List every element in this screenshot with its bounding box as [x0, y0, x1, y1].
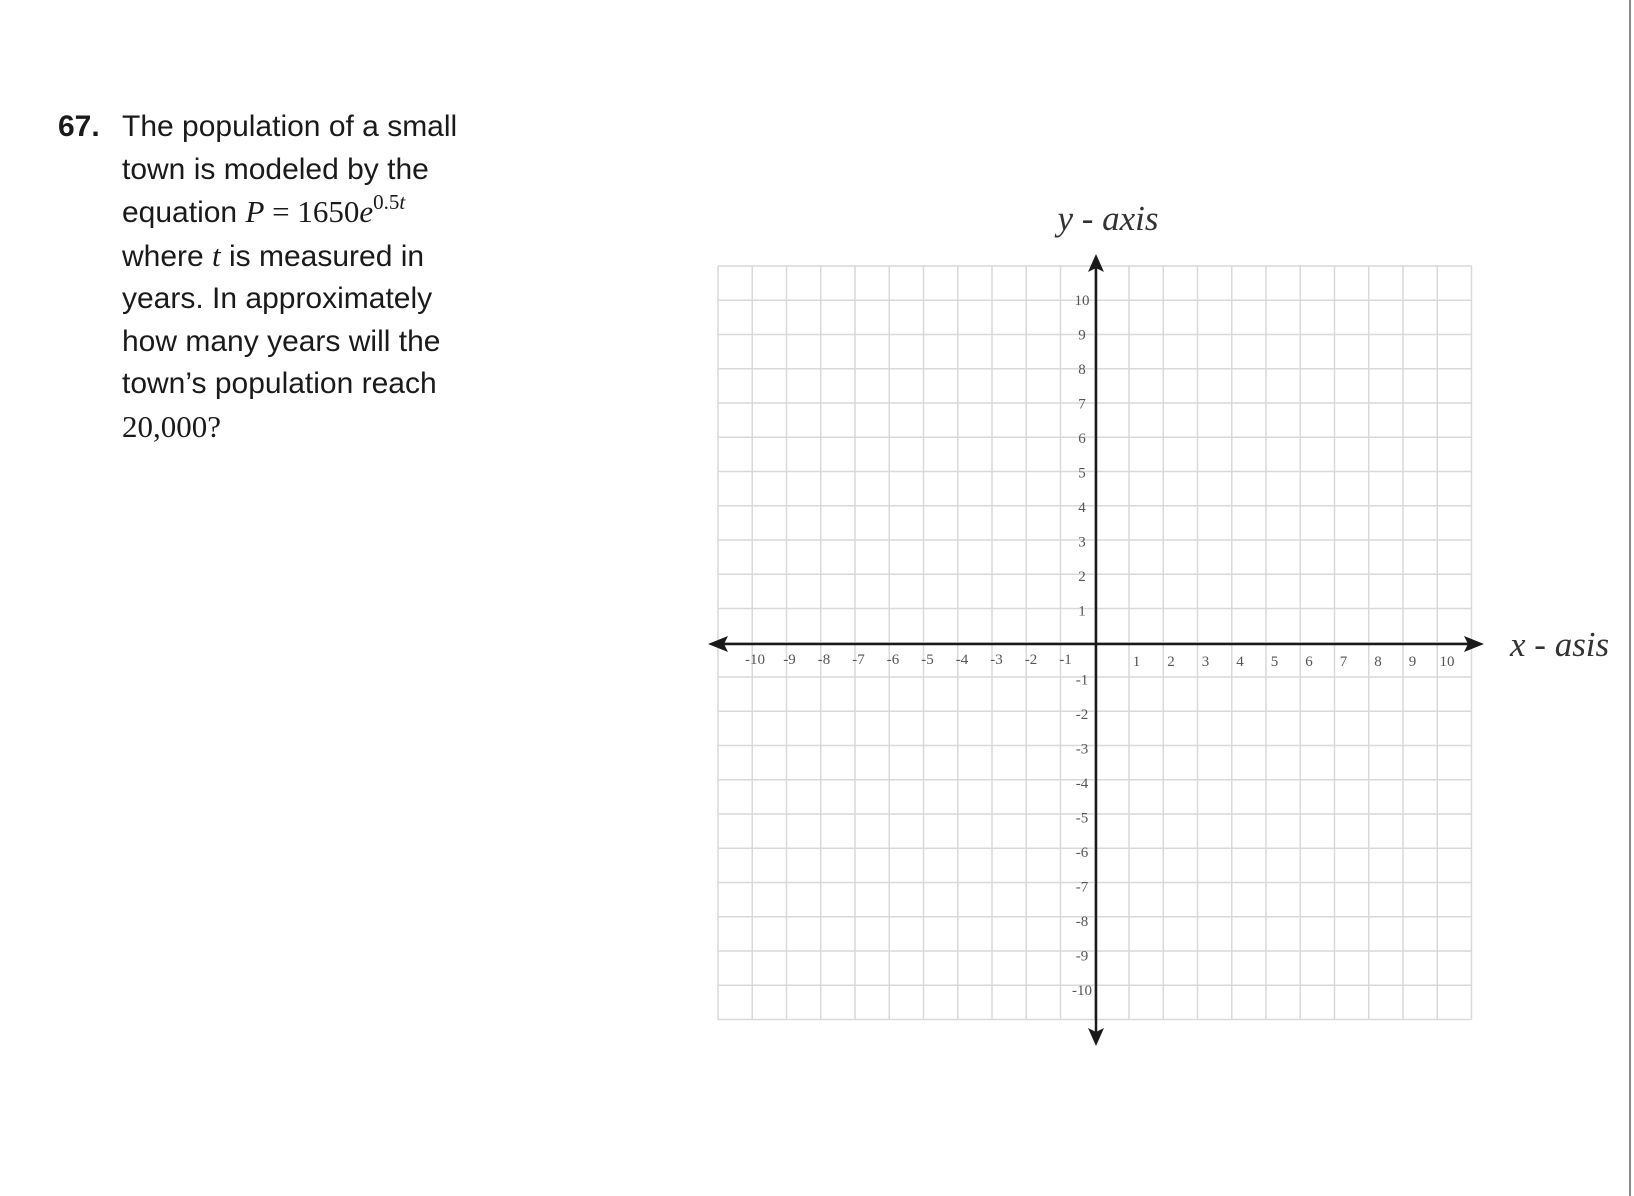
- x-tick-label: 2: [1167, 654, 1175, 670]
- equation-variable-p: P: [245, 194, 265, 229]
- y-tick-label: 9: [1078, 327, 1086, 344]
- problem-line-2: town is modeled by the: [122, 152, 429, 186]
- tick-labels: [745, 293, 1455, 999]
- x-tick-label: -9: [783, 652, 796, 668]
- y-tick-label: -9: [1075, 948, 1089, 965]
- x-tick-label: -5: [921, 652, 934, 668]
- problem-number: 67.: [58, 110, 100, 143]
- line4-prefix: where: [122, 239, 213, 273]
- y-tick-label: 1: [1078, 603, 1086, 620]
- y-tick-label: -8: [1075, 914, 1089, 930]
- y-tick-label: -10: [1072, 983, 1092, 999]
- x-tick-label: -6: [886, 652, 900, 668]
- x-axis-title: x - asis: [1510, 625, 1610, 664]
- y-tick-label: 10: [1074, 293, 1090, 309]
- x-tick-label: 1: [1132, 654, 1141, 670]
- axes: [708, 254, 1484, 1046]
- y-tick-label: 5: [1078, 465, 1086, 482]
- y-tick-label: -7: [1075, 879, 1089, 896]
- x-tick-label: 4: [1236, 654, 1244, 670]
- problem-line-7: town’s population reach: [122, 367, 437, 400]
- line4-suffix: is measured in: [220, 239, 425, 273]
- equation-base: e: [359, 194, 374, 229]
- problem-line-6: how many years will the: [122, 324, 441, 358]
- y-tick-label: -1: [1075, 672, 1089, 689]
- x-tick-label: 10: [1439, 654, 1455, 670]
- y-tick-label: 2: [1078, 569, 1086, 585]
- exponent-number: 0.5: [373, 190, 400, 214]
- y-tick-label: 7: [1078, 396, 1086, 413]
- y-tick-label: -3: [1075, 741, 1089, 758]
- x-tick-label: -8: [817, 652, 831, 668]
- y-tick-label: -2: [1075, 707, 1089, 723]
- x-tick-label: 9: [1408, 654, 1417, 670]
- y-tick-label: 3: [1078, 534, 1086, 551]
- x-tick-label: 3: [1201, 654, 1210, 670]
- equation-equals: =: [264, 194, 298, 229]
- equation-coefficient: 1650: [297, 194, 360, 229]
- x-tick-label: -3: [990, 652, 1003, 668]
- y-axis-title: y - axis: [1057, 199, 1159, 238]
- x-tick-label: -4: [955, 652, 969, 668]
- equation-prefix: equation: [122, 196, 246, 229]
- x-tick-label: 5: [1270, 654, 1279, 670]
- x-tick-label: -2: [1024, 652, 1038, 668]
- exponent-variable: t: [399, 190, 406, 214]
- problem-line-8: 20,000?: [122, 408, 222, 444]
- x-tick-label: 7: [1339, 654, 1348, 670]
- y-tick-label: 6: [1078, 431, 1086, 447]
- x-tick-label: -1: [1059, 652, 1072, 668]
- problem-line-5: years. In approximately: [122, 282, 433, 315]
- x-tick-label: -10: [745, 652, 765, 668]
- y-tick-label: -6: [1075, 845, 1089, 861]
- x-tick-label: -7: [852, 652, 865, 668]
- x-tick-label: 8: [1374, 654, 1382, 670]
- y-tick-label: -4: [1075, 776, 1089, 792]
- problem-line-1: The population of a small: [122, 110, 458, 143]
- y-tick-label: 4: [1078, 500, 1086, 516]
- y-tick-label: -5: [1075, 810, 1089, 827]
- variable-t: t: [212, 237, 221, 273]
- y-tick-label: 8: [1078, 362, 1086, 378]
- x-tick-label: 6: [1305, 654, 1313, 670]
